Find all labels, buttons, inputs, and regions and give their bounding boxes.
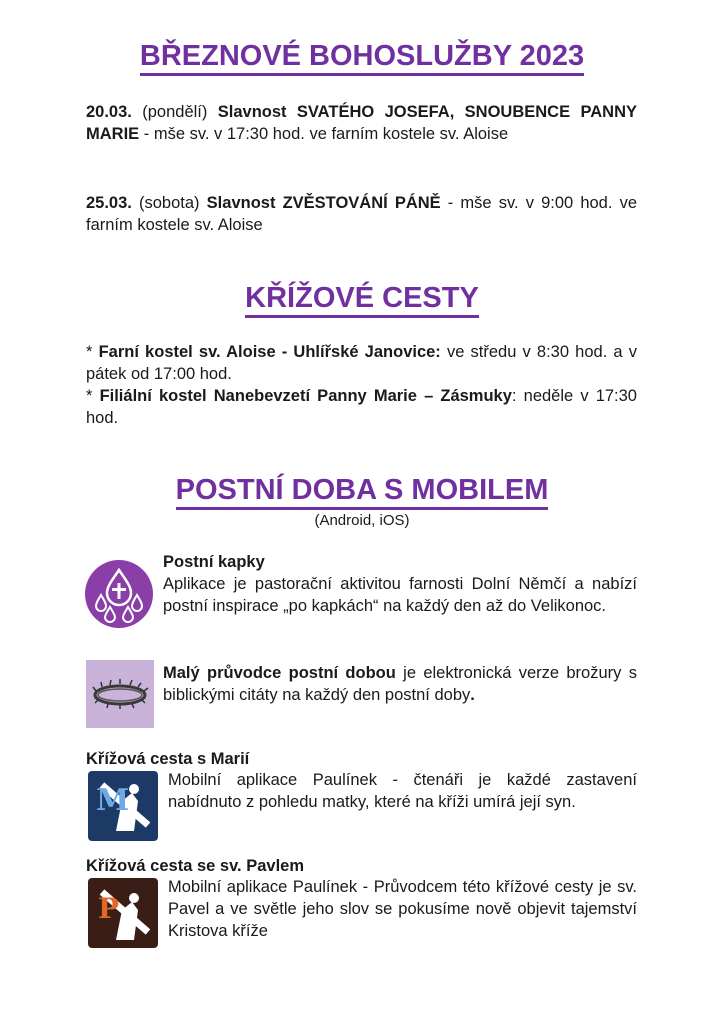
app-maly-pruvodce-description: je elektronická verze brožury s biblickými citáty na každý den postní doby <box>163 664 637 704</box>
way-of-cross-item-filialni <box>86 385 637 429</box>
bullet-star: * <box>86 343 99 361</box>
way-of-cross-place-farni: Farní kostel sv. Aloise - Uhlířské Janovice: <box>98 343 441 361</box>
way-of-cross-place-filialni: Filiální kostel Nanebevzetí Panny Marie – Zásmuky <box>99 387 512 405</box>
heading-krizove-cesty-text: KŘÍŽOVÉ CESTY <box>245 283 479 318</box>
app-cesta-s-pavlem-title-text: Křížová cesta se sv. Pavlem <box>86 857 304 875</box>
drops-app-icon <box>84 559 154 629</box>
platforms-subtitle: (Android, iOS) <box>314 512 410 529</box>
app-postni-kapky-title: Postní kapky <box>163 553 265 571</box>
app-maly-pruvodce-title: Malý průvodce postní dobou <box>163 664 396 682</box>
event-zvestovani <box>86 192 637 236</box>
event-josef-date: 20.03. <box>86 103 132 121</box>
paulinek-pavel-app-icon <box>88 878 158 948</box>
event-zvestovani-details: - mše sv. v 9:00 hod. ve farním kostele sv. Aloise <box>86 194 637 234</box>
event-zvestovani-date: 25.03. <box>86 194 132 212</box>
event-zvestovani-day: (sobota) <box>131 194 207 212</box>
app-cesta-s-marii-description: Mobilní aplikace Paulínek - čtenáři je každé zastavení nabídnuto z pohledu matky, které na kříži umírá její syn. <box>168 771 637 811</box>
heading-brezen <box>0 40 724 76</box>
event-josef-feast: Slavnost SVATÉHO JOSEFA, SNOUBENCE PANNY MARIE <box>86 103 637 143</box>
app-cesta-s-marii-title <box>86 748 637 770</box>
bullet-star: * <box>86 387 100 405</box>
event-josef-details: - mše sv. v 17:30 hod. ve farním kostele sv. Aloise <box>139 125 509 143</box>
app-postni-kapky <box>163 551 637 617</box>
paulinek-maria-letter: M <box>96 783 130 818</box>
event-josef-day: (pondělí) <box>131 103 218 121</box>
app-cesta-s-marii-title-text: Křížová cesta s Marií <box>86 750 250 768</box>
heading-postni-doba-text: POSTNÍ DOBA S MOBILEM <box>176 475 549 510</box>
app-maly-pruvodce <box>163 662 637 706</box>
heading-brezen-text: BŘEZNOVÉ BOHOSLUŽBY 2023 <box>140 41 584 76</box>
way-of-cross-times-filialni: : neděle v 17:30 hod. <box>86 387 637 427</box>
way-of-cross-item-farni <box>86 341 637 385</box>
app-maly-pruvodce-period: . <box>470 686 475 704</box>
app-cesta-s-pavlem-description: Mobilní aplikace Paulínek - Průvodcem této křížové cesty je sv. Pavel a ve světle jeho slov se pokusíme nově objevit tajemství Kristova kříže <box>168 878 637 940</box>
app-cesta-s-pavlem-title <box>86 855 637 877</box>
way-of-cross-list <box>86 341 637 429</box>
crown-of-thorns-icon <box>86 660 154 728</box>
event-zvestovani-feast: Slavnost ZVĚSTOVÁNÍ PÁNĚ <box>206 194 441 212</box>
event-josef <box>86 101 637 145</box>
heading-krizove-cesty <box>0 282 724 318</box>
heading-postni-doba <box>0 474 724 510</box>
paulinek-pavel-letter: P <box>98 892 120 925</box>
way-of-cross-times-farni: ve středu v 8:30 hod. a v pátek od 17:00 hod. <box>86 343 637 383</box>
paulinek-maria-app-icon <box>88 771 158 841</box>
app-postni-kapky-description: Aplikace je pastorační aktivitou farnosti Dolní Němčí a nabízí postní inspirace „po kapkách“ na každý den až do Velikonoc. <box>163 575 637 615</box>
